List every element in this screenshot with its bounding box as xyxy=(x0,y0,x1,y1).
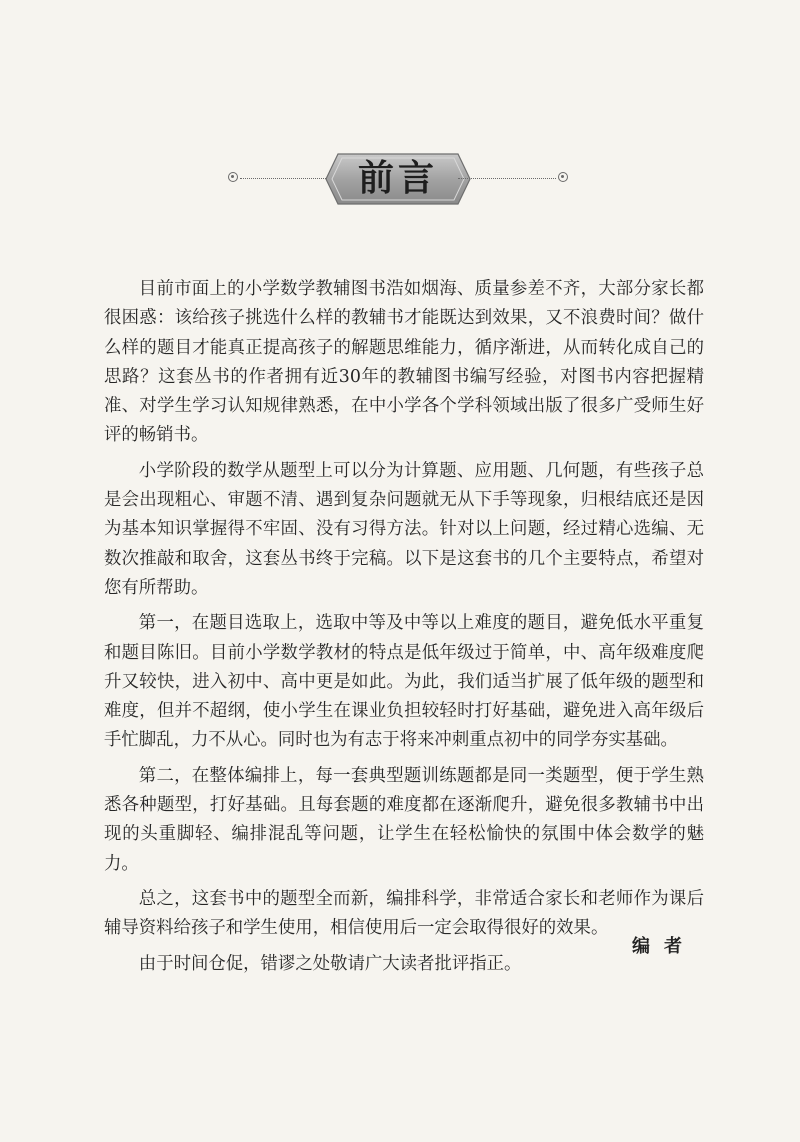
preface-body xyxy=(104,275,704,985)
paragraph-1: 目前市面上的小学数学教辅图书浩如烟海、质量参差不齐，大部分家长都很困惑：该给孩子挑选什么样的教辅书才能既达到效果，又不浪费时间？做什么样的题目才能真正提高孩子的解题思维能力，循序渐进，从而转化成自己的思路？这套丛书的作者拥有近30年的教辅图书编写经验，对图书内容把握精准、对学生学习认知规律熟悉，在中小学各个学科领域出版了很多广受师生好评的畅销书。 xyxy=(104,279,704,446)
ornament-dot-icon xyxy=(228,172,238,182)
paragraph-6: 由于时间仓促，错谬之处敬请广大读者批评指正。 xyxy=(138,953,522,974)
title-banner-group xyxy=(226,150,570,208)
page-title: 前言 xyxy=(357,158,438,199)
paragraph-5: 总之，这套书中的题型全而新，编排科学，非常适合家长和老师作为课后辅导资料给孩子和学生使用，相信使用后一定会取得很好的效果。 xyxy=(104,888,704,939)
paragraph-3: 第一，在题目选取上，选取中等及中等以上难度的题目，避免低水平重复和题目陈旧。目前小学数学教材的特点是低年级过于简单，中、高年级难度爬升又较快，进入初中、高中更是如此。为此，我们适当扩展了低年级的题型和难度，但并不超纲，使小学生在课业负担较轻时打好基础，避免进入高年级后手忙脚乱，力不从心。同时也为有志于将来冲刺重点初中的同学夯实基础。 xyxy=(104,613,704,751)
dotted-rule-right xyxy=(458,178,556,179)
paragraph-2: 小学阶段的数学从题型上可以分为计算题、应用题、几何题，有些孩子总是会出现粗心、审题不清、遇到复杂问题就无从下手等现象，归根结底还是因为基本知识掌握得不牢固、没有习得方法。针对以上问题，经过精心选编、无数次推敲和取舍，这套丛书终于完稿。以下是这套书的几个主要特点，希望对您有所帮助。 xyxy=(104,460,704,598)
author-signature: 编者 xyxy=(632,936,696,957)
title-banner xyxy=(324,152,472,206)
ornament-dot-icon xyxy=(558,172,568,182)
paragraph-4: 第二，在整体编排上，每一套典型题训练题都是同一类题型，便于学生熟悉各种题型，打好基础。且每套题的难度都在逐渐爬升，避免很多教辅书中出现的头重脚轻、编排混乱等问题，让学生在轻松愉快的氛围中体会数学的魅力。 xyxy=(104,765,704,874)
